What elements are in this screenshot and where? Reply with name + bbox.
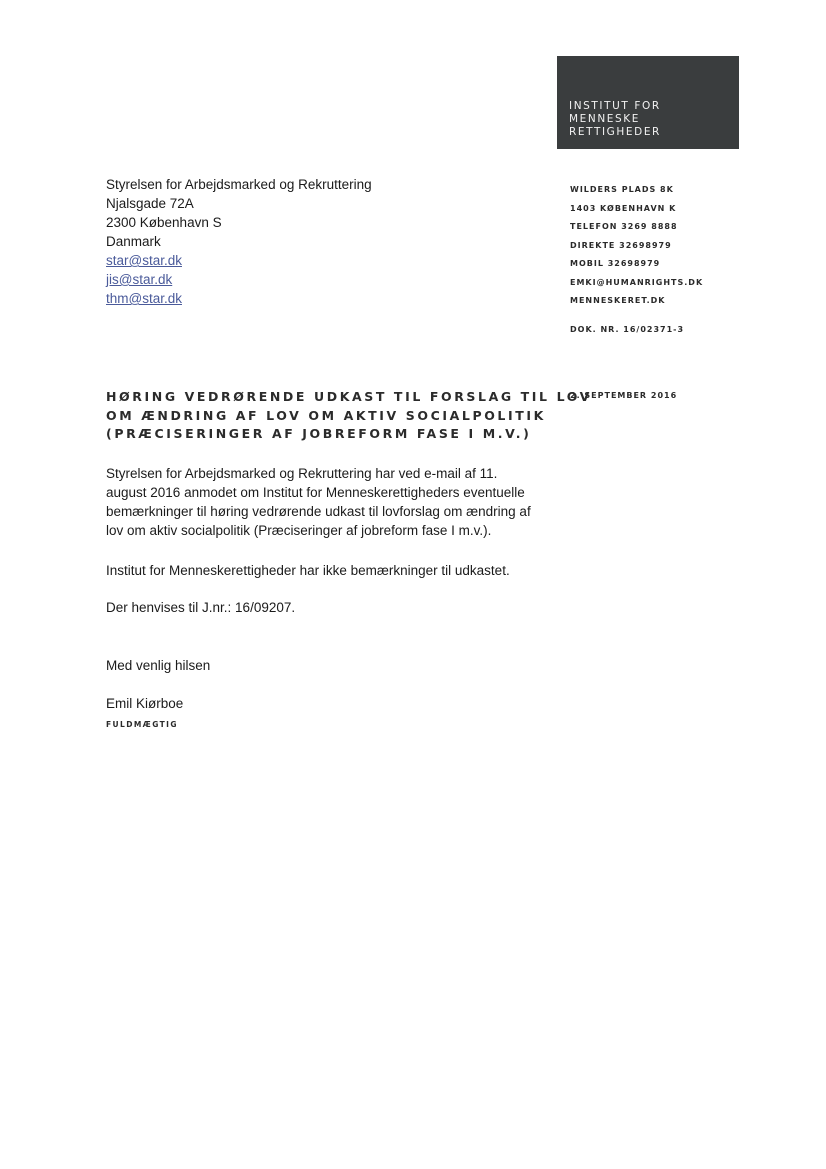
body-line: bemærkninger til høring vedrørende udkast til lovforslag om ændring af bbox=[106, 504, 531, 519]
sender-email: EMKI@HUMANRIGHTS.DK bbox=[570, 277, 704, 287]
institute-logo bbox=[557, 56, 739, 149]
subject-line-2: OM ÆNDRING AF LOV OM AKTIV SOCIALPOLITIK bbox=[106, 407, 546, 423]
recipient-address bbox=[106, 175, 372, 308]
recipient-email-link[interactable]: thm@star.dk bbox=[106, 291, 182, 306]
document-number: DOK. NR. 16/02371-3 bbox=[570, 325, 685, 334]
subject-line-3: (PRÆCISERINGER AF JOBREFORM FASE I M.V.) bbox=[106, 426, 532, 441]
logo-line-2: MENNESKE bbox=[569, 113, 641, 125]
sender-mobile: MOBIL 32698979 bbox=[570, 259, 661, 268]
recipient-email-link[interactable]: jis@star.dk bbox=[106, 272, 173, 287]
body-paragraph-1 bbox=[106, 464, 566, 540]
sender-contact-block bbox=[570, 181, 703, 311]
signer-title: FULDMÆGTIG bbox=[106, 720, 178, 729]
body-line: Der henvises til J.nr.: 16/09207. bbox=[106, 600, 296, 615]
recipient-street: Njalsgade 72A bbox=[106, 196, 194, 211]
subject-line-1: HØRING VEDRØRENDE UDKAST TIL FORSLAG TIL LOV bbox=[106, 389, 592, 404]
signer-name: Emil Kiørboe bbox=[106, 696, 184, 711]
recipient-email-link[interactable]: star@star.dk bbox=[106, 253, 182, 268]
closing-greeting bbox=[106, 656, 566, 675]
letter-date: 2. SEPTEMBER 2016 bbox=[570, 391, 678, 400]
body-line: Institut for Menneskerettigheder har ikke bemærkninger til udkastet. bbox=[106, 563, 510, 578]
closing-line: Med venlig hilsen bbox=[106, 658, 211, 673]
sender-website: MENNESKERET.DK bbox=[570, 296, 666, 305]
signer bbox=[106, 694, 566, 713]
logo-line-3: RETTIGHEDER bbox=[569, 126, 661, 138]
body-line: lov om aktiv socialpolitik (Præciseringer af jobreform fase I m.v.). bbox=[106, 523, 492, 538]
logo-line-1: INSTITUT FOR bbox=[569, 100, 661, 112]
body-paragraph-2 bbox=[106, 561, 566, 580]
sender-city-line: 1403 KØBENHAVN K bbox=[570, 203, 677, 213]
recipient-country: Danmark bbox=[106, 234, 161, 249]
sender-direct-phone: DIREKTE 32698979 bbox=[570, 240, 672, 250]
body-line: august 2016 anmodet om Institut for Menneskerettigheders eventuelle bbox=[106, 485, 525, 500]
sender-phone: TELEFON 3269 8888 bbox=[570, 222, 678, 231]
sender-address-line: WILDERS PLADS 8K bbox=[570, 185, 674, 194]
recipient-name: Styrelsen for Arbejdsmarked og Rekruttering bbox=[106, 177, 372, 192]
recipient-city: 2300 København S bbox=[106, 215, 222, 230]
body-line: Styrelsen for Arbejdsmarked og Rekruttering har ved e-mail af 11. bbox=[106, 466, 498, 481]
letter-subject bbox=[106, 388, 592, 444]
body-paragraph-3 bbox=[106, 598, 566, 617]
